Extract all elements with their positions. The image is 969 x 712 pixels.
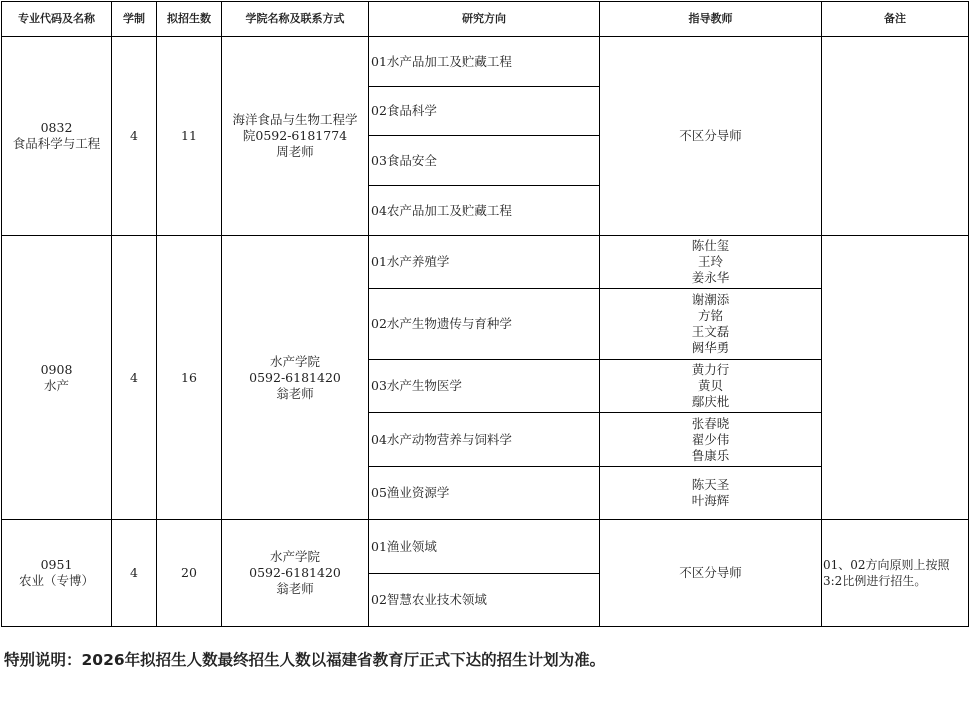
direction-cell: 02智慧农业技术领域 [369, 574, 600, 627]
college-line: 院0592-6181774 [242, 128, 348, 143]
enrollment-table [1, 1, 969, 627]
advisor-cell [600, 413, 822, 467]
advisor-cell [600, 289, 822, 360]
quota-cell: 11 [157, 37, 222, 236]
years-cell: 4 [112, 37, 157, 236]
direction-cell: 03食品安全 [369, 136, 600, 186]
major-code: 0832 [40, 120, 73, 135]
college-line: 翁老师 [276, 385, 314, 401]
advisor-name: 黄贝 [697, 378, 723, 393]
major-name: 农业（专博） [18, 573, 94, 588]
advisor-name: 张春晓 [691, 415, 730, 431]
advisor-name: 阙华勇 [691, 340, 730, 355]
special-note: 特别说明：2026年拟招生人数最终招生人数以福建省教育厅正式下达的招生计划为准。 [4, 651, 606, 669]
direction-cell: 04农产品加工及贮藏工程 [369, 186, 600, 236]
advisor-cell: 不区分导师 [600, 520, 822, 627]
major-name: 水产 [43, 377, 69, 393]
advisor-name: 翟少伟 [691, 431, 730, 447]
advisor-cell: 不区分导师 [600, 37, 822, 236]
college-line: 水产学院 [269, 353, 320, 369]
advisor-name: 陈仕玺 [691, 238, 730, 253]
college-cell [222, 520, 369, 627]
header-quota: 拟招生数 [157, 2, 222, 37]
major-name: 食品科学与工程 [12, 136, 101, 151]
direction-cell: 04水产动物营养与饲料学 [369, 413, 600, 467]
major-code: 0951 [40, 557, 73, 572]
table-row [2, 236, 969, 289]
direction-cell: 03水产生物医学 [369, 360, 600, 413]
major-cell [2, 236, 112, 520]
header-years: 学制 [112, 2, 157, 37]
major-cell [2, 520, 112, 627]
note-cell [822, 236, 969, 520]
quota-cell: 20 [157, 520, 222, 627]
direction-cell: 02水产生物遗传与育种学 [369, 289, 600, 360]
advisor-name: 陈天圣 [691, 477, 730, 492]
college-line: 海洋食品与生物工程学 [232, 112, 358, 127]
advisor-name: 鄢庆枇 [691, 394, 730, 409]
college-cell [222, 37, 369, 236]
advisor-name: 姜永华 [691, 270, 730, 285]
advisor-name: 方铭 [697, 308, 723, 323]
table-row [2, 37, 969, 87]
header-advisor: 指导教师 [600, 2, 822, 37]
college-line: 周老师 [276, 144, 314, 159]
advisor-name: 王玲 [697, 254, 723, 269]
direction-cell: 01水产品加工及贮藏工程 [369, 37, 600, 87]
quota-cell: 16 [157, 236, 222, 520]
major-cell [2, 37, 112, 236]
advisor-name: 王文磊 [691, 324, 730, 339]
advisor-name: 黄力行 [691, 362, 730, 377]
college-cell [222, 236, 369, 520]
college-line: 0592-6181420 [249, 369, 341, 385]
college-line: 水产学院 [269, 549, 320, 564]
major-code: 0908 [40, 361, 73, 377]
advisor-cell [600, 467, 822, 520]
advisor-cell [600, 236, 822, 289]
advisor-name: 叶海辉 [691, 493, 730, 508]
header-college: 学院名称及联系方式 [222, 2, 369, 37]
table-row [2, 520, 969, 574]
direction-cell: 01渔业领域 [369, 520, 600, 574]
direction-cell: 01水产养殖学 [369, 236, 600, 289]
note-cell [822, 37, 969, 236]
header-direction: 研究方向 [369, 2, 600, 37]
header-note: 备注 [822, 2, 969, 37]
advisor-name: 鲁康乐 [691, 447, 730, 463]
advisor-cell [600, 360, 822, 413]
note-cell: 01、02方向原则上按照3:2比例进行招生。 [822, 520, 969, 627]
college-line: 翁老师 [276, 581, 314, 596]
advisor-name: 谢潮添 [691, 292, 730, 307]
header-row [2, 2, 969, 37]
years-cell: 4 [112, 520, 157, 627]
direction-cell: 02食品科学 [369, 87, 600, 136]
college-line: 0592-6181420 [249, 565, 341, 580]
direction-cell: 05渔业资源学 [369, 467, 600, 520]
header-major: 专业代码及名称 [2, 2, 112, 37]
years-cell: 4 [112, 236, 157, 520]
